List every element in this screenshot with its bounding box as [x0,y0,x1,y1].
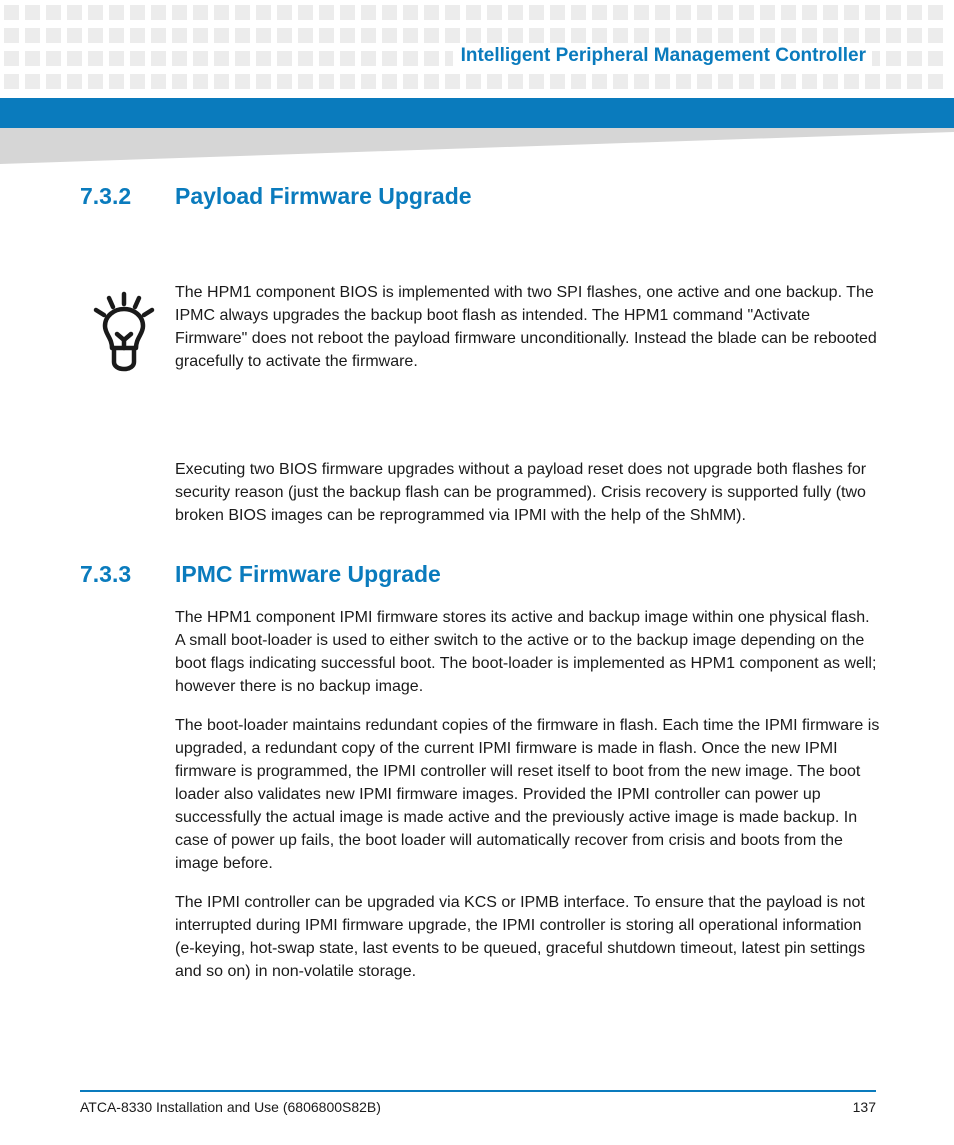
header-pattern-square [634,28,649,43]
body-paragraph: Executing two BIOS firmware upgrades without a payload reset does not upgrade both flashes for security reason (just the backup flash can be programmed). Crisis recovery is supported fully (two broken BIOS images can be reprogrammed via IPMI with the help of the ShMM). [175,461,867,524]
section-title: Payload Firmware Upgrade [175,183,472,209]
header-pattern-square [403,28,418,43]
header-pattern-square [718,28,733,43]
header-pattern-square [928,74,943,89]
header-pattern-square [445,5,460,20]
header-pattern-square [214,74,229,89]
header-pattern-square [130,28,145,43]
header-pattern-square [655,28,670,43]
header-pattern-square [424,5,439,20]
header-pattern-square [886,74,901,89]
header-pattern-square [613,28,628,43]
header-pattern-square [256,28,271,43]
header-pattern-square [235,51,250,66]
header-pattern-square [634,74,649,89]
header-pattern-square [550,28,565,43]
header-pattern-square [361,5,376,20]
header-pattern-square [25,74,40,89]
header-pattern-square [25,5,40,20]
header-pattern-square [697,28,712,43]
header-pattern-square [151,74,166,89]
header-pattern-square [382,5,397,20]
header-pattern-square [4,5,19,20]
header-pattern-square [802,28,817,43]
header-pattern-square [508,5,523,20]
header-pattern-square [277,74,292,89]
header-pattern-square [760,74,775,89]
header-pattern-square [466,28,481,43]
header-pattern-square [46,28,61,43]
header-pattern-square [298,28,313,43]
header-pattern-square [256,5,271,20]
header-pattern-square [697,74,712,89]
header-pattern-square [172,51,187,66]
header-pattern-square [718,74,733,89]
header-pattern-square [592,28,607,43]
header-pattern-square [382,51,397,66]
section-number: 7.3.3 [80,561,132,587]
header-pattern-square [823,28,838,43]
header-pattern-square [613,74,628,89]
header-pattern-square [298,74,313,89]
header-pattern-square [613,5,628,20]
header-pattern-square [529,28,544,43]
header-pattern-square [46,74,61,89]
header-pattern-square [235,5,250,20]
header-pattern-square [676,74,691,89]
header-pattern-square [256,74,271,89]
header-pattern-square [235,28,250,43]
header-pattern-square [907,28,922,43]
section-heading-7-3-2 [80,183,472,210]
header-pattern-square [25,51,40,66]
header-pattern-square [424,74,439,89]
body-paragraph: The HPM1 component IPMI firmware stores its active and backup image within one physical flash. A small boot-loader is used to either switch to the active or to the backup image depending on the boot flags indicating successful boot. The boot-loader is implemented as HPM1 component as well; however there is no backup image. [175,609,877,695]
header-pattern-square [403,51,418,66]
header-pattern-square [865,28,880,43]
header-pattern-square [67,74,82,89]
lightbulb-icon [92,290,156,374]
header-pattern-square [403,5,418,20]
header-pattern-square [739,28,754,43]
running-header-title: Intelligent Peripheral Management Controller [453,43,872,69]
header-pattern-square [445,28,460,43]
header-pattern-square [844,5,859,20]
header-pattern-square [46,5,61,20]
header-pattern-square [277,28,292,43]
header-pattern-square [25,28,40,43]
header-pattern-square [319,74,334,89]
header-pattern-square [88,28,103,43]
header-pattern-square [466,5,481,20]
header-pattern-square [193,5,208,20]
header-pattern-square [361,28,376,43]
header-pattern-square [4,74,19,89]
header-pattern-square [4,51,19,66]
section-number: 7.3.2 [80,183,132,209]
header-pattern-square [781,74,796,89]
header-pattern-square [361,74,376,89]
header-pattern-square [886,5,901,20]
header-pattern-square [571,28,586,43]
header-pattern-square [172,28,187,43]
header-pattern-square [109,5,124,20]
header-pattern-square [697,5,712,20]
header-pattern-square [487,5,502,20]
header-pattern-square [571,5,586,20]
header-pattern-square [571,74,586,89]
header-pattern-square [760,28,775,43]
header-pattern-square [634,5,649,20]
header-pattern-square [130,51,145,66]
header-pattern-square [802,74,817,89]
header-pattern-square [277,5,292,20]
header-pattern-square [844,28,859,43]
header-pattern-square [907,51,922,66]
body-paragraph: The IPMI controller can be upgraded via KCS or IPMB interface. To ensure that the payload is not interrupted during IPMI firmware upgrade, the IPMI controller is storing all operational information (e-keying, hot-swap state, last events to be queued, graceful shutdown timeout, latest pin settings and so on) in non-volatile storage. [175,894,866,980]
header-pattern-square [319,51,334,66]
header-pattern-square [424,28,439,43]
header-pattern-square [529,5,544,20]
header-pattern-square [214,51,229,66]
header-pattern-square [928,5,943,20]
header-pattern-square [886,28,901,43]
header-pattern-square [172,74,187,89]
header-pattern-square [928,51,943,66]
header-grey-wedge [0,128,954,164]
header-pattern-square [529,74,544,89]
header-pattern-square [277,51,292,66]
header-pattern-square [340,74,355,89]
header-pattern-square [655,74,670,89]
header-pattern-square [403,74,418,89]
section-title: IPMC Firmware Upgrade [175,561,441,587]
header-pattern-square [256,51,271,66]
header-pattern-square [865,74,880,89]
footer-rule [80,1090,876,1092]
header-pattern-square [193,74,208,89]
header-pattern-square [340,51,355,66]
header-pattern-square [508,74,523,89]
header-pattern-square [151,5,166,20]
header-pattern-square [508,28,523,43]
header-pattern-square [214,28,229,43]
header-pattern-square [214,5,229,20]
body-paragraph: The boot-loader maintains redundant copies of the firmware in flash. Each time the IPMI firmware is upgraded, a redundant copy of the current IPMI firmware is made in flash. Once the new IPMI firmware is programmed, the IPMI controller will reset itself to boot from the new image. The boot loader also validates new IPMI firmware images. Provided the IPMI controller can power up successfully the actual image is made active and the previously active image is made backup. In case of power up fails, the boot loader will automatically recover from crisis and boots from the image before. [175,717,880,872]
header-pattern-square [193,28,208,43]
footer-document-title: ATCA-8330 Installation and Use (6806800S82B) [80,1099,381,1115]
header-pattern-square [445,74,460,89]
header-pattern-square [592,74,607,89]
header-pattern-square [781,28,796,43]
tip-paragraph: The HPM1 component BIOS is implemented with two SPI flashes, one active and one backup. The IPMC always upgrades the backup boot flash as intended. The HPM1 command "Activate Firmware" does not reboot the payload firmware unconditionally. Instead the blade can be rebooted gracefully to activate the firmware. [175,284,877,370]
header-pattern-square [340,5,355,20]
header-pattern-square [109,28,124,43]
header-pattern-square [487,28,502,43]
section-heading-7-3-3 [80,561,441,588]
header-pattern-square [361,51,376,66]
header-pattern-square [130,5,145,20]
header-pattern-square [88,5,103,20]
header-pattern-square [676,28,691,43]
header-pattern-square [844,74,859,89]
page-number: 137 [852,1099,876,1115]
header-pattern-square [298,51,313,66]
header-pattern-square [739,74,754,89]
header-pattern-square [865,5,880,20]
header-pattern-square [172,5,187,20]
header-pattern-square [760,5,775,20]
header-pattern-square [424,51,439,66]
header-pattern-square [109,51,124,66]
header-pattern-square [88,74,103,89]
header-pattern-square [4,28,19,43]
header-pattern-square [382,28,397,43]
header-pattern-square [466,74,481,89]
header-pattern-square [907,5,922,20]
header-pattern-square [340,28,355,43]
header-pattern-square [130,74,145,89]
header-pattern-square [67,5,82,20]
header-pattern-square [319,5,334,20]
header-pattern-square [88,51,103,66]
header-pattern-square [592,5,607,20]
header-pattern-square [718,5,733,20]
header-pattern-square [550,74,565,89]
header-pattern-square [67,28,82,43]
header-pattern-square [46,51,61,66]
header-pattern-square [823,5,838,20]
header-pattern-square [382,74,397,89]
header-pattern-square [151,51,166,66]
header-pattern-square [928,28,943,43]
header-pattern-square [907,74,922,89]
header-pattern-square [739,5,754,20]
header-pattern-square [802,5,817,20]
header-pattern-square [550,5,565,20]
header-pattern-square [781,5,796,20]
header-pattern-square [655,5,670,20]
header-pattern-square [298,5,313,20]
header-blue-band [0,98,954,128]
header-pattern-square [109,74,124,89]
header-pattern-square [151,28,166,43]
header-pattern-square [319,28,334,43]
header-pattern-square [67,51,82,66]
header-pattern-square [193,51,208,66]
header-pattern-square [235,74,250,89]
header-pattern-square [487,74,502,89]
header-pattern-square [676,5,691,20]
header-pattern-square [886,51,901,66]
header-pattern-square [823,74,838,89]
